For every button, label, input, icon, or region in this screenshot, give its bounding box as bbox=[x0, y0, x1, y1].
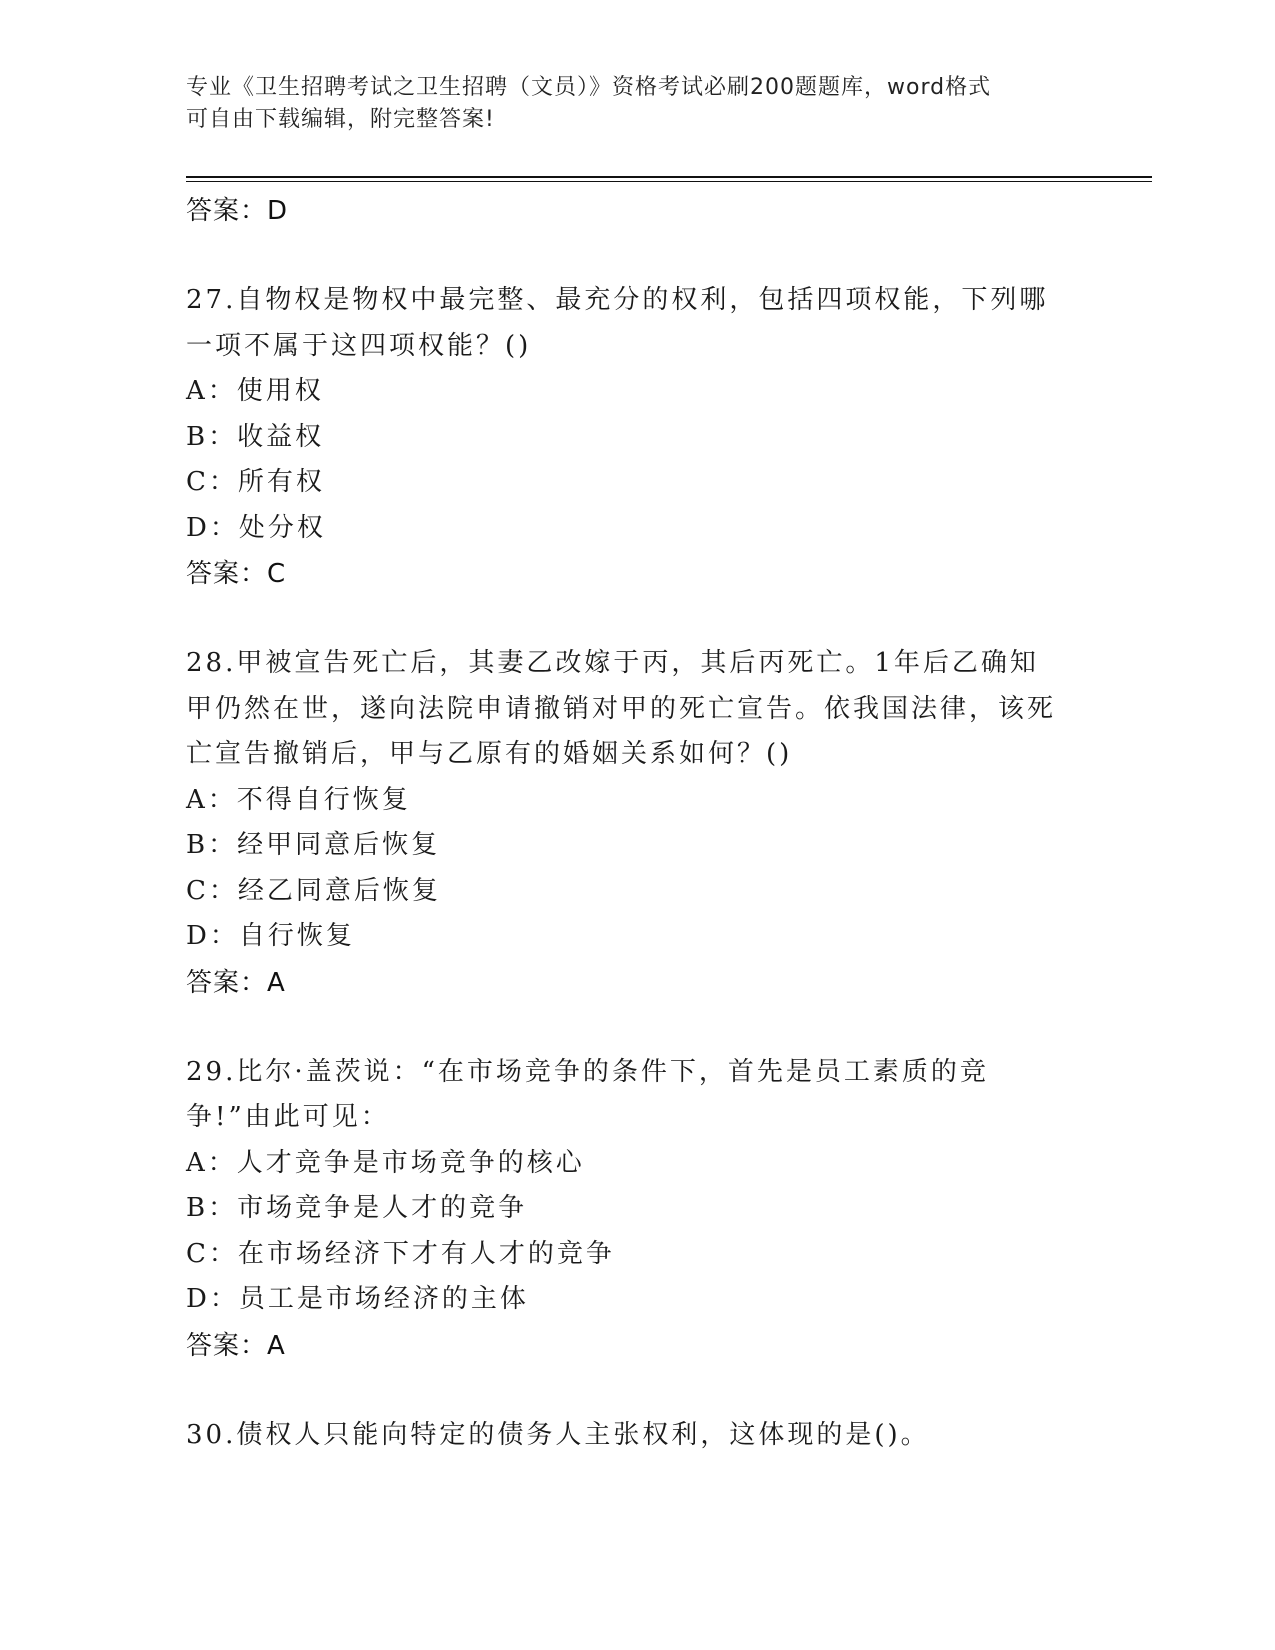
header-line-2: 可自由下载编辑，附完整答案! bbox=[186, 107, 495, 132]
header-rule-thick bbox=[186, 176, 1152, 178]
q28-option-a: A：不得自行恢复 bbox=[186, 784, 411, 815]
question-29: 29.比尔·盖茨说：“在市场竞争的条件下，首先是员工素质的竞争!”由此可见： bbox=[186, 1056, 989, 1132]
q27-option-d: D：处分权 bbox=[186, 512, 326, 543]
q29-option-b: B：市场竞争是人才的竞争 bbox=[186, 1193, 528, 1223]
q29-option-a: A：人才竞争是市场竞争的核心 bbox=[186, 1147, 585, 1178]
spacer bbox=[186, 1006, 1066, 1050]
spacer bbox=[186, 234, 1066, 278]
q27-option-a: A：使用权 bbox=[186, 376, 324, 406]
answer-q28: 答案：A bbox=[186, 967, 286, 998]
spacer bbox=[186, 597, 1066, 641]
q29-option-c: C：在市场经济下才有人才的竞争 bbox=[186, 1238, 615, 1269]
answer-q29: 答案：A bbox=[186, 1330, 286, 1361]
spacer bbox=[186, 1369, 1066, 1413]
q28-option-c: C：经乙同意后恢复 bbox=[186, 875, 441, 906]
question-list bbox=[186, 188, 1066, 1458]
question-27: 27.自物权是物权中最完整、最充分的权利，包括四项权能，下列哪一项不属于这四项权能？() bbox=[186, 285, 1049, 361]
answer-q26: 答案：D bbox=[186, 196, 289, 226]
q28-option-d: D：自行恢复 bbox=[186, 921, 355, 951]
question-30: 30.债权人只能向特定的债务人主张权利，这体现的是()。 bbox=[186, 1419, 930, 1450]
q29-option-d: D：员工是市场经济的主体 bbox=[186, 1284, 529, 1314]
q27-option-c: C：所有权 bbox=[186, 467, 325, 497]
question-28: 28.甲被宣告死亡后，其妻乙改嫁于丙，其后丙死亡。1年后乙确知甲仍然在世，遂向法院申请撤销对甲的死亡宣告。依我国法律，该死亡宣告撤销后，甲与乙原有的婚姻关系如何？() bbox=[186, 648, 1057, 769]
page-header bbox=[186, 72, 1066, 136]
header-rule-thin bbox=[186, 181, 1152, 182]
q27-option-b: B：收益权 bbox=[186, 421, 325, 452]
header-line-1: 专业《卫生招聘考试之卫生招聘（文员）》资格考试必刷200题题库，word格式 bbox=[186, 75, 992, 100]
answer-q27: 答案：C bbox=[186, 559, 287, 589]
q28-option-b: B：经甲同意后恢复 bbox=[186, 830, 441, 860]
